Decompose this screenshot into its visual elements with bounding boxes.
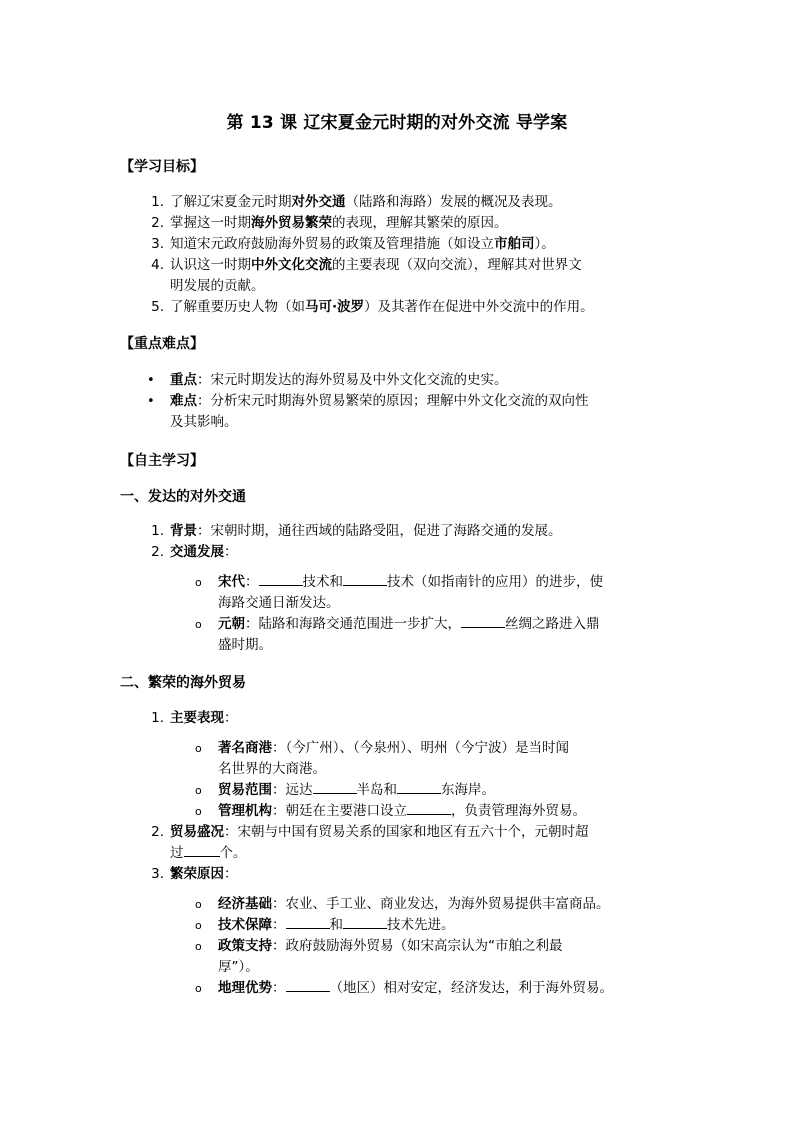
circle-bullet-icon: o bbox=[195, 618, 202, 631]
fill-blank[interactable] bbox=[286, 978, 330, 992]
section-heading-self-study: 【自主学习】 bbox=[120, 453, 204, 469]
circle-bullet-icon: o bbox=[195, 742, 202, 755]
part1-heading: 一、发达的对外交通 bbox=[120, 489, 246, 505]
circle-bullet-icon: o bbox=[195, 940, 202, 953]
goal-item-2: 2. 掌握这一时期海外贸易繁荣的表现，理解其繁荣的原因。 bbox=[151, 215, 508, 231]
part2-sub-agency: o 管理机构：朝廷在主要港口设立 ，负责管理海外贸易。 bbox=[218, 801, 586, 822]
circle-bullet-icon: o bbox=[195, 784, 202, 797]
fill-blank[interactable] bbox=[343, 915, 387, 929]
part2-sub-geography: o 地理优势： （地区）相对安定，经济发达，利于海外贸易。 bbox=[218, 978, 613, 999]
part2-item-reasons: 3. 繁荣原因： bbox=[151, 866, 238, 882]
fill-blank[interactable] bbox=[313, 780, 357, 794]
part1-item-background: 1. 背景：宋朝时期，通往西域的陆路受阻，促进了海路交通的发展。 bbox=[151, 523, 562, 539]
part2-sub-ports: o 著名商港：（今广州）、（今泉州）、明州（今宁波）是当时闻 名世界的大商港。 bbox=[195, 740, 569, 777]
goal-item-4: 4. 认识这一时期中外文化交流的主要表现（双向交流），理解其对世界文 明发展的贡献。 bbox=[151, 257, 582, 294]
fill-blank[interactable] bbox=[461, 614, 505, 628]
part1-sub-song: o 宋代： 技术和 技术（如指南针的应用）的进步，使 海路交通日渐发达。 bbox=[195, 574, 603, 611]
part2-sub-technology: o 技术保障： 和 技术先进。 bbox=[218, 915, 455, 936]
fill-blank[interactable] bbox=[184, 843, 220, 857]
circle-bullet-icon: o bbox=[195, 982, 202, 995]
key-item-focus: • 重点：宋元时期发达的海外贸易及中外文化交流的史实。 bbox=[170, 370, 508, 391]
circle-bullet-icon: o bbox=[195, 576, 202, 589]
part2-heading: 二、繁荣的海外贸易 bbox=[120, 675, 246, 691]
part2-sub-policy: o 政策支持：政府鼓励海外贸易（如宋高宗认为“市舶之利最 厚”）。 bbox=[195, 938, 563, 975]
section-heading-goals: 【学习目标】 bbox=[120, 159, 204, 175]
page-title: 第 13 课 辽宋夏金元时期的对外交流 导学案 bbox=[226, 113, 568, 133]
part2-item-prosperity: 2. 贸易盛况：宋朝与中国有贸易关系的国家和地区有五六十个，元朝时超 过 个。 bbox=[151, 824, 589, 861]
part1-sub-yuan: o 元朝：陆路和海路交通范围进一步扩大， 丝绸之路进入鼎 盛时期。 bbox=[195, 616, 600, 653]
circle-bullet-icon: o bbox=[195, 919, 202, 932]
circle-bullet-icon: o bbox=[195, 898, 202, 911]
part2-item-manifestation: 1. 主要表现： bbox=[151, 710, 238, 726]
part2-sub-economy: o 经济基础：农业、手工业、商业发达，为海外贸易提供丰富商品。 bbox=[218, 894, 610, 915]
fill-blank[interactable] bbox=[286, 915, 330, 929]
key-item-difficulty: • 难点：分析宋元时期海外贸易繁荣的原因；理解中外文化交流的双向性 及其影响。 bbox=[147, 393, 589, 430]
fill-blank[interactable] bbox=[343, 572, 387, 586]
section-heading-key: 【重点难点】 bbox=[120, 336, 204, 352]
goal-item-5: 5. 了解重要历史人物（如马可·波罗）及其著作在促进中外交流中的作用。 bbox=[151, 299, 594, 315]
fill-blank[interactable] bbox=[259, 572, 303, 586]
fill-blank[interactable] bbox=[407, 801, 451, 815]
goal-item-3: 3. 知道宋元政府鼓励海外贸易的政策及管理措施（如设立市舶司）。 bbox=[151, 236, 555, 252]
goal-item-1: 1. 了解辽宋夏金元时期对外交通（陆路和海路）发展的概况及表现。 bbox=[151, 194, 562, 210]
bullet-icon: • bbox=[147, 373, 155, 388]
bullet-icon: • bbox=[147, 394, 155, 409]
part2-sub-range: o 贸易范围：远达 半岛和 东海岸。 bbox=[218, 780, 495, 801]
fill-blank[interactable] bbox=[397, 780, 441, 794]
part1-item-development: 2. 交通发展： bbox=[151, 544, 238, 560]
circle-bullet-icon: o bbox=[195, 805, 202, 818]
